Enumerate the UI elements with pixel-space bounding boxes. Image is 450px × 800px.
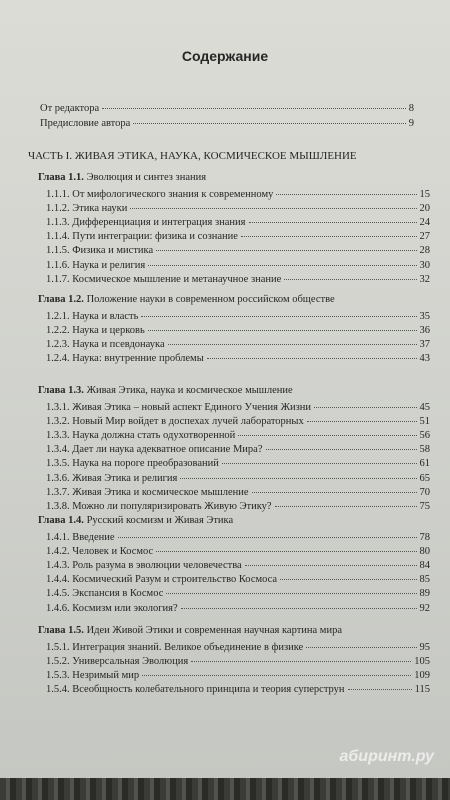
chapter-heading [38, 172, 206, 183]
entry-page-number: 56 [419, 430, 430, 442]
dot-leader [280, 579, 416, 580]
dot-leader [180, 478, 416, 479]
dot-leader [148, 265, 416, 266]
toc-entry [46, 458, 430, 470]
dot-leader [245, 565, 417, 566]
chapter-title: Идеи Живой Этики и современная научная картина мира [86, 625, 342, 636]
dot-leader [252, 492, 417, 493]
page-title: Содержание [181, 48, 269, 64]
entry-label: 1.3.7. Живая Этика и космическое мышление [46, 486, 249, 498]
toc-entry [46, 260, 430, 272]
entry-page-number: 109 [414, 670, 430, 682]
entry-page-number: 80 [419, 546, 430, 558]
chapter-number: Глава 1.4. [38, 515, 84, 526]
toc-entry [46, 274, 430, 286]
chapter-heading [38, 294, 335, 305]
toc-entry [46, 560, 430, 572]
chapter-number: Глава 1.2. [38, 294, 84, 305]
entry-label: 1.4.2. Человек и Космос [46, 546, 154, 558]
toc-entry [46, 430, 430, 442]
entry-page-number: 36 [419, 325, 430, 337]
toc-entry [46, 574, 430, 586]
toc-entry [46, 416, 430, 428]
entry-label: 1.1.2. Этика науки [46, 203, 128, 215]
chapter-title: Положение науки в современном российском обществе [86, 294, 335, 305]
toc-entry [46, 353, 430, 365]
entry-label: Предисловие автора [40, 118, 131, 129]
entry-label: 1.3.5. Наука на пороге преобразований [46, 458, 219, 470]
entry-label: 1.3.8. Можно ли популяризировать Живую Этику? [46, 500, 272, 512]
dot-leader [156, 551, 416, 552]
entry-label: 1.3.4. Дает ли наука адекватное описание Мира? [46, 444, 263, 456]
toc-entry [46, 339, 430, 351]
dot-leader [275, 506, 417, 507]
dot-leader [133, 123, 405, 124]
entry-page-number: 20 [419, 203, 430, 215]
entry-label: 1.2.3. Наука и псевдонаука [46, 339, 165, 351]
entry-label: 1.4.6. Космизм или экология? [46, 602, 178, 614]
dot-leader [142, 675, 411, 676]
entry-page-number: 89 [419, 588, 430, 600]
toc-entry [46, 325, 430, 337]
toc-entry [46, 444, 430, 456]
toc-entry [46, 217, 430, 229]
entry-label: 1.5.3. Незримый мир [46, 670, 140, 682]
entry-page-number: 30 [419, 259, 430, 271]
dot-leader [181, 608, 417, 609]
entry-page-number: 51 [419, 416, 430, 428]
toc-entry [46, 656, 430, 668]
dot-leader [348, 689, 412, 690]
entry-label: 1.5.1. Интеграция знаний. Великое объединение в физике [46, 642, 304, 653]
entry-page-number: 9 [408, 118, 414, 129]
entry-page-number: 28 [419, 245, 430, 257]
entry-page-number: 105 [414, 656, 430, 668]
entry-page-number: 85 [419, 574, 430, 586]
chapter-heading [38, 625, 342, 636]
entry-label: 1.4.5. Экспансия в Космос [46, 588, 164, 600]
entry-page-number: 8 [408, 103, 414, 114]
entry-label: 1.1.6. Наука и религия [46, 259, 146, 271]
entry-page-number: 95 [419, 642, 430, 653]
dot-leader [306, 647, 416, 648]
toc-entry [46, 532, 430, 544]
toc-entry [46, 189, 430, 201]
dot-leader [238, 435, 416, 436]
dot-leader [222, 463, 417, 464]
entry-page-number: 75 [419, 500, 430, 512]
toc-entry [46, 311, 430, 323]
toc-entry [46, 203, 430, 215]
entry-page-number: 92 [419, 602, 430, 614]
dot-leader [307, 421, 417, 422]
entry-label: 1.2.2. Наука и церковь [46, 325, 145, 337]
dot-leader [191, 661, 411, 662]
entry-page-number: 78 [419, 532, 430, 543]
entry-page-number: 45 [419, 402, 430, 413]
dot-leader [266, 449, 417, 450]
toc-entry [46, 670, 430, 682]
entry-label: 1.2.1. Наука и власть [46, 311, 139, 322]
entry-page-number: 15 [419, 189, 430, 200]
chapter-title: Живая Этика, наука и космическое мышление [86, 385, 293, 396]
entry-label: 1.1.3. Дифференциация и интеграция знания [46, 217, 246, 229]
chapter-title: Эволюция и синтез знания [86, 172, 207, 183]
dot-leader [314, 407, 416, 408]
entry-label: 1.4.4. Космический Разум и строительство Космоса [46, 574, 278, 586]
entry-page-number: 58 [419, 444, 430, 456]
entry-page-number: 65 [419, 472, 430, 484]
entry-label: 1.2.4. Наука: внутренние проблемы [46, 353, 204, 365]
dot-leader [166, 593, 416, 594]
dot-leader [148, 330, 417, 331]
toc-entry [46, 603, 430, 615]
dot-leader [156, 250, 416, 251]
entry-label: От редактора [40, 103, 100, 114]
dot-leader [141, 316, 416, 317]
toc-entry [46, 487, 430, 499]
toc-entry [46, 684, 430, 696]
entry-page-number: 37 [419, 339, 430, 351]
entry-label: 1.3.1. Живая Этика – новый аспект Единого Учения Жизни [46, 402, 312, 413]
entry-page-number: 35 [419, 311, 430, 322]
entry-label: 1.4.1. Введение [46, 532, 115, 543]
dot-leader [284, 279, 416, 280]
entry-page-number: 115 [414, 684, 430, 696]
toc-entry [46, 245, 430, 257]
entry-label: 1.1.1. От мифологического знания к современному [46, 189, 274, 200]
entry-label: 1.1.5. Физика и мистика [46, 245, 154, 257]
entry-page-number: 24 [419, 217, 430, 229]
dot-leader [207, 358, 417, 359]
entry-label: 1.1.4. Пути интеграции: физика и сознание [46, 231, 238, 243]
entry-page-number: 32 [419, 273, 430, 285]
entry-label: 1.3.2. Новый Мир войдет в доспехах лучей лабораторных [46, 416, 304, 428]
dot-leader [118, 537, 417, 538]
chapter-heading [38, 385, 293, 396]
dot-leader [102, 108, 406, 109]
toc-entry [46, 231, 430, 243]
dot-leader [130, 208, 416, 209]
entry-label: 1.3.3. Наука должна стать одухотворенной [46, 430, 236, 442]
toc-front-entry [40, 118, 414, 130]
entry-page-number: 84 [419, 560, 430, 572]
dot-leader [241, 236, 417, 237]
toc-entry [46, 402, 430, 414]
toc-front-entry [40, 103, 414, 115]
toc-entry [46, 642, 430, 654]
background-surface [0, 778, 450, 800]
chapter-number: Глава 1.1. [38, 172, 84, 183]
entry-label: 1.3.6. Живая Этика и религия [46, 472, 178, 484]
dot-leader [249, 222, 417, 223]
part-title: ЧАСТЬ I. ЖИВАЯ ЭТИКА, НАУКА, КОСМИЧЕСКОЕ МЫШЛЕНИЕ [28, 150, 357, 162]
entry-page-number: 61 [419, 458, 430, 470]
entry-label: 1.5.2. Универсальная Эволюция [46, 656, 189, 668]
toc-entry [46, 546, 430, 558]
toc-entry [46, 501, 430, 513]
chapter-number: Глава 1.5. [38, 625, 84, 636]
toc-entry [46, 473, 430, 485]
dot-leader [276, 194, 416, 195]
dot-leader [168, 344, 417, 345]
chapter-number: Глава 1.3. [38, 385, 84, 396]
watermark-logo: абиринт.ру [339, 748, 434, 765]
chapter-title: Русский космизм и Живая Этика [86, 515, 234, 526]
entry-page-number: 43 [419, 353, 430, 365]
entry-label: 1.4.3. Роль разума в эволюции человечества [46, 560, 242, 572]
chapter-heading [38, 515, 233, 526]
entry-page-number: 70 [419, 486, 430, 498]
entry-label: 1.5.4. Всеобщность колебательного принципа и теория суперструн [46, 684, 345, 696]
entry-label: 1.1.7. Космическое мышление и метанаучное знание [46, 273, 282, 285]
entry-page-number: 27 [419, 231, 430, 243]
toc-entry [46, 588, 430, 600]
